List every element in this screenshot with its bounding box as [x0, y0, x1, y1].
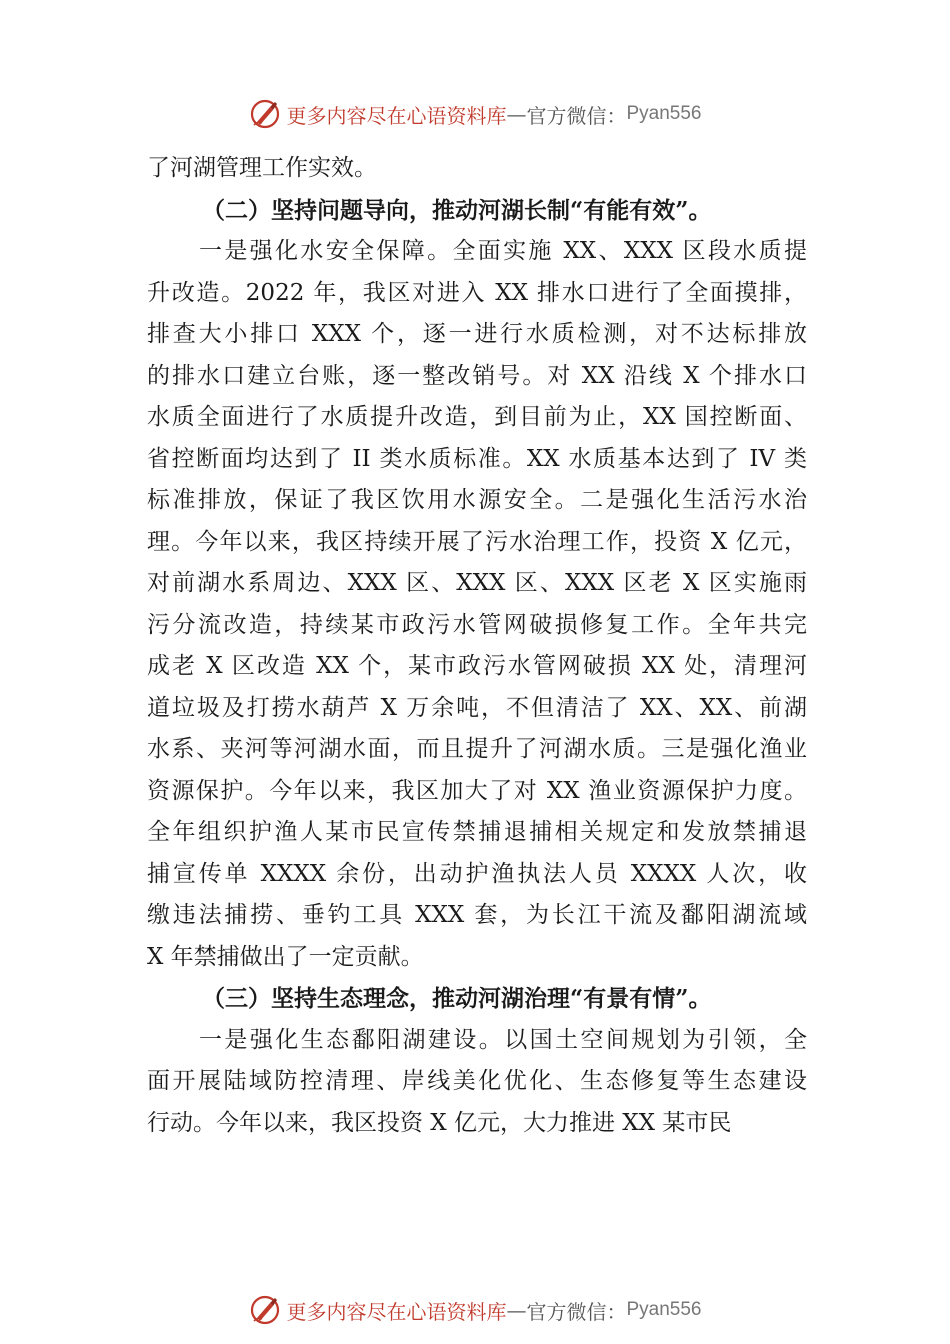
- text-line: 资源保护。今年以来，我区加大了对 XX 渔业资源保护力度。: [147, 777, 807, 804]
- text-line: 标准排放，保证了我区饮用水源安全。二是强化生活污水治: [147, 487, 807, 513]
- pen-logo-icon: [248, 97, 282, 131]
- watermark-gray-text: 官方微信：: [526, 103, 627, 128]
- text-line: 成老 X 区改造 XX 个，某市政污水管网破损 XX 处，清理河: [147, 653, 807, 679]
- text-line: 省控断面均达到了 II 类水质标准。XX 水质基本达到了 IV 类: [147, 445, 807, 472]
- watermark-account: Pyan556: [626, 103, 702, 124]
- watermark-separator: —: [506, 1298, 527, 1322]
- watermark-account: Pyan556: [626, 1299, 702, 1320]
- text-line: 水系、夹河等河湖水面，而且提升了河湖水质。三是强化渔业: [147, 736, 807, 762]
- text-line: 行动。今年以来，我区投资 X 亿元，大力推进 XX 某市民: [147, 1109, 732, 1136]
- text-line: 全年组织护渔人某市民宣传禁捕退捕相关规定和发放禁捕退: [147, 819, 807, 845]
- pen-logo-icon: [248, 1293, 282, 1327]
- watermark-red-text: 更多内容尽在心语资料库: [286, 103, 507, 128]
- text-line: 道垃圾及打捞水葫芦 X 万余吨，不但清洁了 XX、XX、前湖: [147, 694, 807, 721]
- section-heading: （三）坚持生态理念，推动河湖治理“有景有情”。: [202, 985, 712, 1012]
- text-line: 理。今年以来，我区持续开展了污水治理工作，投资 X 亿元，: [147, 528, 807, 555]
- text-line: 排查大小排口 XXX 个，逐一进行水质检测，对不达标排放: [147, 321, 807, 347]
- text-line: 一是强化水安全保障。全面实施 XX、XXX 区段水质提: [199, 238, 807, 264]
- watermark-separator: —: [506, 102, 527, 126]
- text-line: X 年禁捕做出了一定贡献。: [147, 943, 424, 970]
- text-line: 面开展陆域防控清理、岸线美化优化、生态修复等生态建设: [147, 1068, 807, 1094]
- text-line: 捕宣传单 XXXX 余份，出动护渔执法人员 XXXX 人次，收: [147, 860, 807, 887]
- watermark-red-text: 更多内容尽在心语资料库: [286, 1299, 507, 1324]
- text-line: 缴违法捕捞、垂钓工具 XXX 套，为长江干流及鄱阳湖流域: [147, 902, 807, 928]
- text-line: 升改造。2022 年，我区对进入 XX 排水口进行了全面摸排，: [147, 279, 807, 306]
- section-heading: （二）坚持问题导向，推动河湖长制“有能有效”。: [202, 196, 712, 224]
- footer-watermark: [0, 1290, 950, 1330]
- watermark-gray-text: 官方微信：: [526, 1299, 627, 1324]
- text-line: 的排水口建立台账，逐一整改销号。对 XX 沿线 X 个排水口: [147, 362, 807, 389]
- text-line: 对前湖水系周边、XXX 区、XXX 区、XXX 区老 X 区实施雨: [147, 570, 807, 596]
- document-body: [147, 148, 807, 1144]
- text-line: 一是强化生态鄱阳湖建设。以国土空间规划为引领，全: [199, 1026, 807, 1053]
- text-line: 了河湖管理工作实效。: [147, 155, 377, 181]
- text-line: 水质全面进行了水质提升改造，到目前为止，XX 国控断面、: [147, 404, 807, 430]
- text-line: 污分流改造，持续某市政污水管网破损修复工作。全年共完: [147, 611, 807, 638]
- header-watermark: [0, 94, 950, 134]
